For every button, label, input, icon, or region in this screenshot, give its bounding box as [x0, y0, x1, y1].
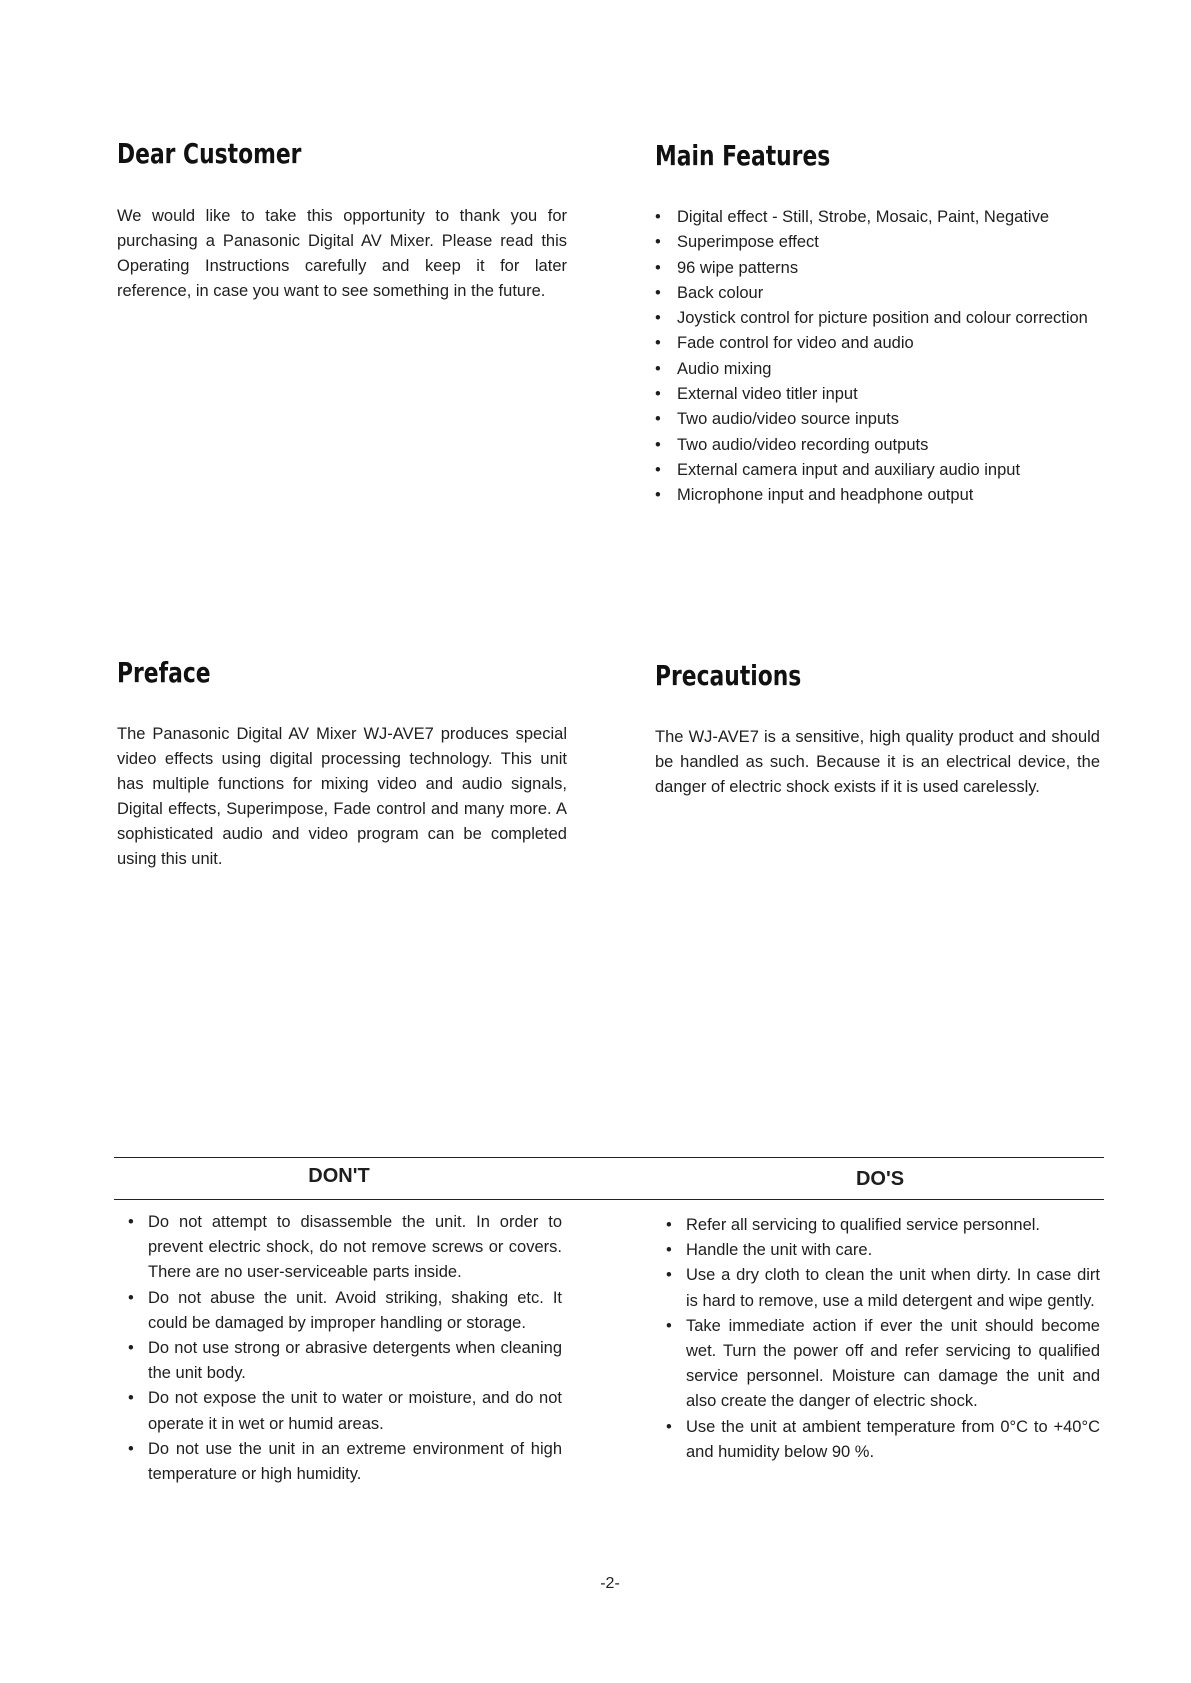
feature-item: • Back colour [655, 281, 1110, 306]
dont-item: • Do not use strong or abrasive detergents when cleaning the unit body. [124, 1336, 562, 1386]
dear-customer-section [117, 137, 567, 304]
preface-body: The Panasonic Digital AV Mixer WJ-AVE7 produces special video effects using digital processing technology. This unit has multiple functions for mixing video and audio signals, Digital effects, Superimpose, Fade control and many more. A sophisticated audio and video program can be completed using this unit. [117, 725, 567, 868]
feature-item: • Fade control for video and audio [655, 331, 1110, 356]
dont-item: • Do not expose the unit to water or moisture, and do not operate it in wet or humid areas. [124, 1386, 562, 1436]
preface-title: Preface [117, 656, 211, 689]
main-features-title: Main Features [655, 139, 831, 172]
do-item: • Refer all servicing to qualified service personnel. [662, 1213, 1100, 1238]
feature-item: • External camera input and auxiliary audio input [655, 458, 1110, 483]
feature-item: • 96 wipe patterns [655, 256, 1110, 281]
feature-item: • Two audio/video source inputs [655, 407, 1110, 432]
dont-item: • Do not attempt to disassemble the unit. In order to prevent electric shock, do not remove screws or covers. There are no user-serviceable parts inside. [124, 1210, 562, 1286]
do-item: • Use a dry cloth to clean the unit when dirty. In case dirt is hard to remove, use a mild detergent and wipe gently. [662, 1263, 1100, 1313]
page-number: -2- [600, 1575, 620, 1592]
feature-item: • Digital effect - Still, Strobe, Mosaic, Paint, Negative [655, 205, 1110, 230]
donts-list [124, 1210, 562, 1487]
donts-header: DON'T [308, 1165, 370, 1187]
do-item: • Use the unit at ambient temperature from 0°C to +40°C and humidity below 90 %. [662, 1415, 1100, 1465]
preface-section [117, 656, 567, 872]
feature-item: • Joystick control for picture position and colour correction [655, 306, 1110, 331]
dos-list [662, 1213, 1100, 1465]
feature-item: • External video titler input [655, 382, 1110, 407]
box-top-rule [114, 1157, 1104, 1158]
do-item: • Take immediate action if ever the unit should become wet. Turn the power off and refer servicing to qualified service personnel. Moisture can damage the unit and also create the danger of electric shock. [662, 1314, 1100, 1415]
feature-item: • Audio mixing [655, 357, 1110, 382]
feature-item: • Two audio/video recording outputs [655, 433, 1110, 458]
precautions-body: The WJ-AVE7 is a sensitive, high quality product and should be handled as such. Because it is an electrical device, the danger of electric shock exists if it is used carelessly. [655, 728, 1100, 796]
dear-customer-body: We would like to take this opportunity to thank you for purchasing a Panasonic Digital AV Mixer. Please read this Operating Instructions carefully and keep it for later reference, in case you want to see something in the future. [117, 207, 567, 300]
precautions-section [655, 659, 1100, 800]
do-item: • Handle the unit with care. [662, 1238, 1100, 1263]
box-header-rule [114, 1199, 1104, 1200]
feature-item: • Superimpose effect [655, 230, 1110, 255]
main-features-list [655, 205, 1110, 509]
dont-item: • Do not abuse the unit. Avoid striking, shaking etc. It could be damaged by improper handling or storage. [124, 1286, 562, 1336]
dear-customer-title: Dear Customer [117, 137, 302, 170]
dont-item: • Do not use the unit in an extreme environment of high temperature or high humidity. [124, 1437, 562, 1487]
feature-item: • Microphone input and headphone output [655, 483, 1110, 508]
main-features-section [655, 139, 1110, 509]
dos-header: DO'S [855, 1168, 905, 1190]
precautions-title: Precautions [655, 659, 802, 692]
